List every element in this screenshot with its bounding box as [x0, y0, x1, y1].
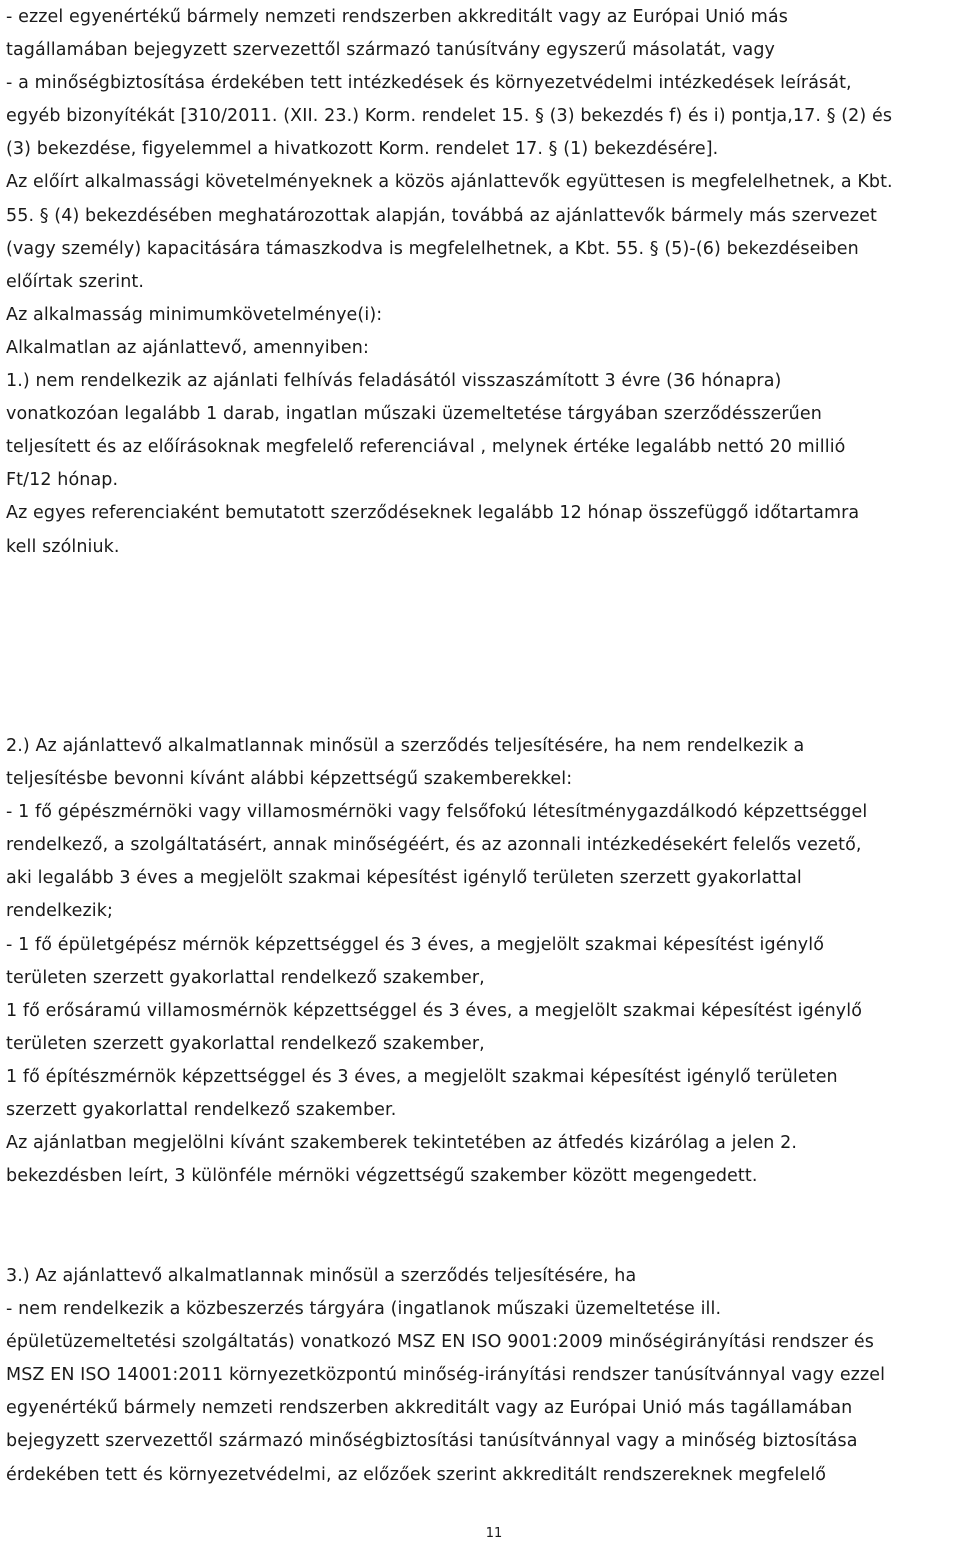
text-line: - nem rendelkezik a közbeszerzés tárgyára (ingatlanok műszaki üzemeltetése ill.: [6, 1299, 722, 1320]
text-line: Az előírt alkalmassági követelményeknek a közös ajánlattevők együttesen is megfelelhetnek, a Kbt.: [6, 172, 893, 193]
text-line: egyenértékű bármely nemzeti rendszerben akkreditált vagy az Európai Unió más tagállamában: [6, 1398, 853, 1419]
text-line: kell szólniuk.: [6, 536, 120, 557]
text-line: területen szerzett gyakorlattal rendelkező szakember,: [6, 1033, 485, 1054]
text-line: területen szerzett gyakorlattal rendelkező szakember,: [6, 967, 485, 988]
text-line: Az alkalmasság minimumkövetelménye(i):: [6, 304, 383, 325]
text-line: - a minőségbiztosítása érdekében tett intézkedések és környezetvédelmi intézkedések leírását,: [6, 73, 852, 94]
text-line: 55. § (4) bekezdésében meghatározottak alapján, továbbá az ajánlattevők bármely más szervezet: [6, 205, 877, 226]
text-line: 2.) Az ajánlattevő alkalmatlannak minősül a szerződés teljesítésére, ha nem rendelkezik a: [6, 736, 805, 756]
text-line: - 1 fő gépészmérnöki vagy villamosmérnöki vagy felsőfokú létesítménygazdálkodó képzettséggel: [6, 802, 868, 823]
text-line: Az egyes referenciaként bemutatott szerződéseknek legalább 12 hónap összefüggő időtartamra: [6, 503, 860, 524]
text-line: teljesítésbe bevonni kívánt alábbi képzettségű szakemberekkel:: [6, 769, 573, 790]
text-line: (3) bekezdése, figyelemmel a hivatkozott Korm. rendelet 17. § (1) bekezdésére].: [6, 139, 719, 160]
text-line: épületüzemeltetési szolgáltatás) vonatkozó MSZ EN ISO 9001:2009 minőségirányítási rendszer és: [6, 1332, 874, 1353]
text-line: szerzett gyakorlattal rendelkező szakember.: [6, 1100, 397, 1121]
paragraph-block-certificates-and-criteria-1: [6, 1, 893, 564]
text-line: 1 fő erősáramú villamosmérnök képzettséggel és 3 éves, a megjelölt szakmai képesítést igénylő: [6, 1000, 863, 1021]
text-line: 1 fő építészmérnök képzettséggel és 3 éves, a megjelölt szakmai képesítést igénylő területen: [6, 1066, 838, 1087]
text-line: - 1 fő épületgépész mérnök képzettséggel és 3 éves, a megjelölt szakmai képesítést igénylő: [6, 934, 825, 955]
text-line: MSZ EN ISO 14001:2011 környezetközpontú minőség-irányítási rendszer tanúsítvánnyal vagy ezzel: [6, 1365, 886, 1386]
text-line: - ezzel egyenértékű bármely nemzeti rendszerben akkreditált vagy az Európai Unió más: [6, 7, 788, 27]
text-line: Ft/12 hónap.: [6, 470, 119, 491]
text-line: rendelkezik;: [6, 901, 113, 922]
text-line: rendelkező, a szolgáltatásért, annak minőségéért, és az azonnali intézkedésekért felelős vezető,: [6, 835, 862, 856]
text-line: aki legalább 3 éves a megjelölt szakmai képesítést igénylő területen szerzett gyakorlattal: [6, 868, 802, 889]
text-line: (vagy személy) kapacitására támaszkodva is megfelelhetnek, a Kbt. 55. § (5)-(6) bekezdéseiben: [6, 238, 859, 259]
text-line: érdekében tett és környezetvédelmi, az előzőek szerint akkreditált rendszereknek megfelelő: [6, 1464, 827, 1485]
paragraph-block-criteria-2-staff: [6, 730, 867, 1193]
text-line: vonatkozóan legalább 1 darab, ingatlan műszaki üzemeltetése tárgyában szerződésszerűen: [6, 404, 822, 425]
text-line: tagállamában bejegyzett szervezettől származó tanúsítvány egyszerű másolatát, vagy: [6, 40, 776, 61]
text-line: bejegyzett szervezettől származó minőségbiztosítási tanúsítvánnyal vagy a minőség biztosítása: [6, 1431, 858, 1452]
text-line: 1.) nem rendelkezik az ajánlati felhívás feladásától visszaszámított 3 évre (36 hónapra): [6, 371, 782, 392]
paragraph-block-criteria-3-quality-systems: [6, 1260, 885, 1492]
text-line: előírtak szerint.: [6, 271, 145, 292]
text-line: egyéb bizonyítékát [310/2011. (XII. 23.) Korm. rendelet 15. § (3) bekezdés f) és i) pontja,17. § (2) és: [6, 106, 893, 127]
page-number: 11: [485, 1526, 503, 1541]
text-line: bekezdésben leírt, 3 különféle mérnöki végzettségű szakember között megengedett.: [6, 1166, 758, 1187]
text-line: Az ajánlatban megjelölni kívánt szakemberek tekintetében az átfedés kizárólag a jelen 2.: [6, 1133, 798, 1154]
text-line: teljesített és az előírásoknak megfelelő referenciával , melynek értéke legalább nettó 20 millió: [6, 437, 846, 458]
text-line: 3.) Az ajánlattevő alkalmatlannak minősül a szerződés teljesítésére, ha: [6, 1266, 637, 1286]
text-line: Alkalmatlan az ajánlattevő, amennyiben:: [6, 337, 369, 358]
